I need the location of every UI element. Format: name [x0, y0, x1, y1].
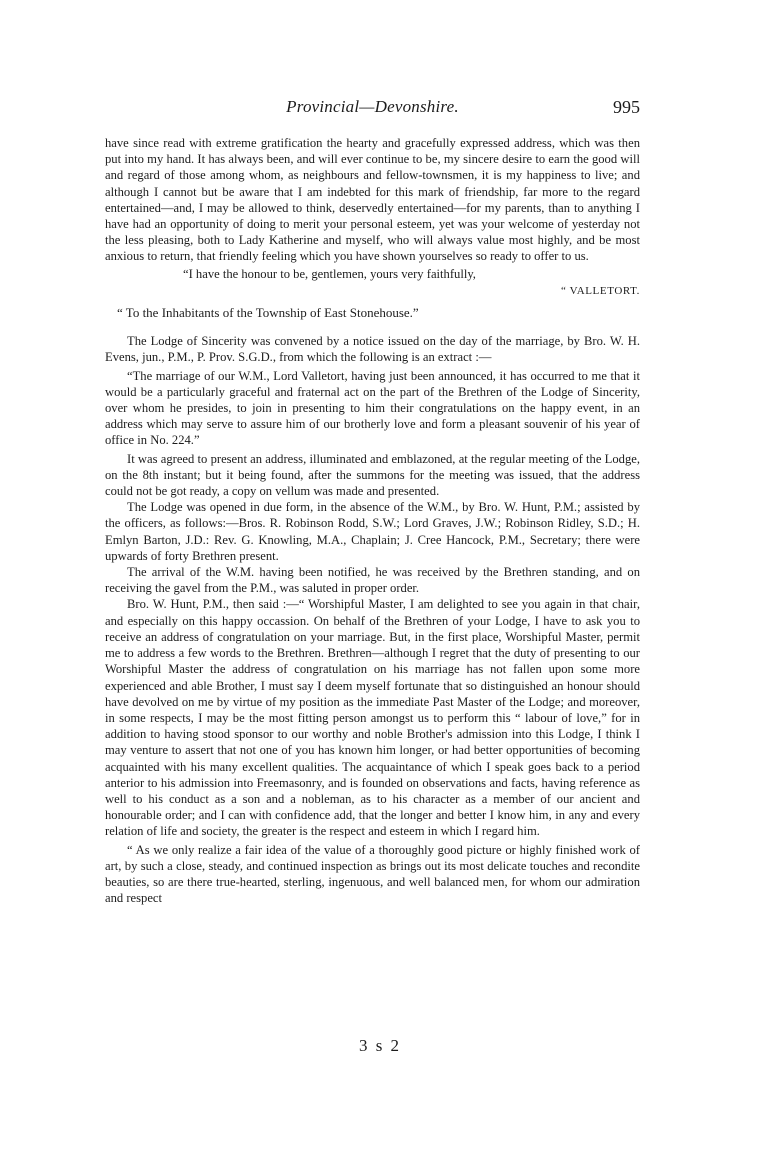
report-paragraph-6: Bro. W. Hunt, P.M., then said :—“ Worshipful Master, I am delighted to see you again in that chair, and especially on this happy occassion. On behalf of the Brethren of your Lodge, I have to ask you to receive an address of congratulation on your marriage. But, in the first place, Worshipful Master, permit me to address a few words to the Brethren. Brethren—although I regret that the duty of presenting to our Worshipful Master the address of congratulation on his marriage has not fallen upon some more experienced and able Brother, I must say I deem myself fortunate that so distinguished an honour should have devolved on me by virtue of my position as the immediate Past Master of the Lodge; and moreover, in some respects, I may be the most fitting person amongst us to perform this “ labour of love,” for in addition to having stood sponsor to our worthy and noble Brother's admission into this Lodge, I think I may venture to assert that not one of you has known him longer, or had better opportunities of becoming acquainted with his many excellent qualities. The acquaintance of which I speak goes back to a period anterior to his admission into Freemasonry, and is founded on observations and facts, having reference as well to his conduct as a son and a nobleman, as to his character as a member of our ancient and honourable order; and I can with confidence add, that the longer and better I know him, in any and every relation of life and society, the greater is the respect and esteem in which I regard him.	[105, 597, 640, 839]
report-paragraph-4: The Lodge was opened in due form, in the absence of the W.M., by Bro. W. Hunt, P.M.; assisted by the officers, as follows:—Bros. R. Robinson Rodd, S.W.; Lord Graves, J.W.; Robinson Ridley, S.D.; H. Emlyn Barton, J.D.: Rev. G. Knowling, M.A., Chaplain; J. Cree Hancock, P.M., Secretary; there were upwards of forty Brethren present.	[105, 500, 640, 563]
report-paragraph-3: It was agreed to present an address, illuminated and emblazoned, at the regular meeting of the Lodge, on the 8th instant; but it being found, after the summons for the meeting was issued, that the address could not be got ready, a copy on vellum was made and presented.	[105, 451, 640, 499]
report-paragraph-2: “The marriage of our W.M., Lord Valletort, having just been announced, it has occurred to me that it would be a particularly graceful and fraternal act on the part of the Brethren of the Lodge of Sincerity, over whom he presides, to join in presenting to him their congratulations on the happy event, in an address which may serve to assure him of our brotherly love and form a pleasant souvenir of his year of office in No. 224.”	[105, 368, 640, 448]
running-head: Provincial—Devonshire.	[286, 97, 459, 116]
page-header	[105, 97, 640, 121]
report-paragraph-1: The Lodge of Sincerity was convened by a notice issued on the day of the marriage, by Bro. W. H. Evens, jun., P.M., P. Prov. S.G.D., from which the following is an extract :—	[105, 334, 640, 365]
signature-mark: 3 s 2	[358, 1036, 402, 1055]
letter-signature: “ VALLETORT.	[560, 284, 640, 297]
report-paragraph-7: “ As we only realize a fair idea of the value of a thoroughly good picture or highly finished work of art, by such a close, steady, and continued inspection as brings out its most delicate touches and recondite beauties, so are there true-hearted, sterling, ingenuous, and well balanced men, for whom our admiration and respect	[105, 842, 640, 906]
report-paragraph-5: The arrival of the W.M. having been notified, he was received by the Brethren standing, and on receiving the gavel from the P.M., was saluted in proper order.	[105, 565, 640, 596]
page-number: 995	[613, 97, 640, 117]
letter-paragraph: have since read with extreme gratification the hearty and gracefully expressed address, which was then put into my hand. It has always been, and will ever continue to be, my sincere desire to earn the good will and regard of those among whom, as neighbours and fellow-townsmen, it is my happiness to live; and although I cannot but be aware that I am indebted for this mark of friendship, far more to the regard entertained—and, I may be allowed to think, deservedly entertained—for my parents, than to anything I have had an opportunity of doing to merit your personal esteem, yet was your welcome of yesterday not the less pleasing, both to Lady Katherine and myself, who will always value most highly, and be most anxious to return, that friendly feeling which you have shown yourselves so ready to offer to us.	[105, 136, 640, 264]
body-text	[105, 135, 640, 906]
letter-closing: “I have the honour to be, gentlemen, yours very faithfully,	[183, 266, 476, 281]
letter-address-line: “ To the Inhabitants of the Township of East Stonehouse.”	[117, 305, 419, 321]
